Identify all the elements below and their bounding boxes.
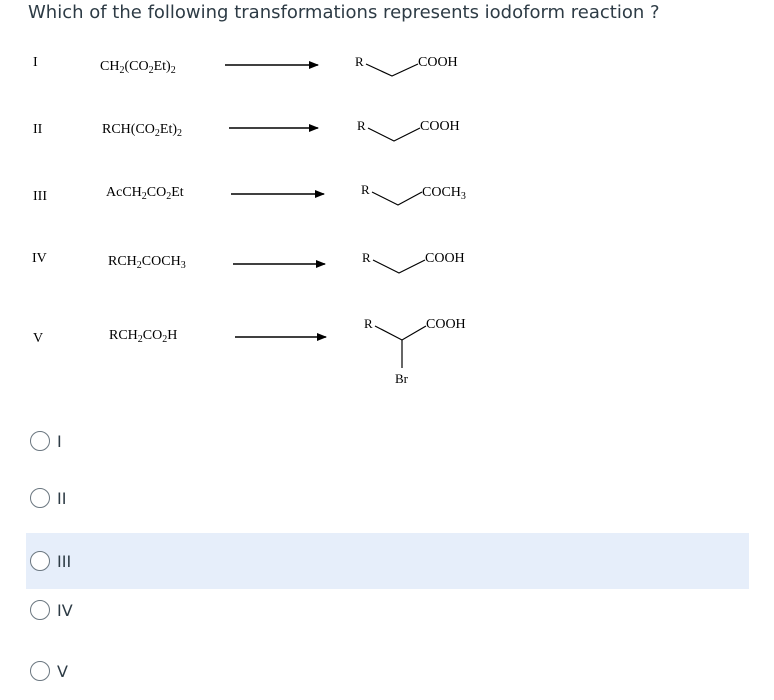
radio-icon[interactable]: [30, 600, 50, 620]
reactant-3-s2: 2: [166, 191, 172, 202]
option-ii[interactable]: [26, 470, 749, 526]
product-5-substituent: Br: [395, 371, 408, 386]
reactant-2-s1: 2: [154, 128, 160, 139]
reactant-2-s2: 2: [177, 128, 183, 139]
reactant-4-a: RCH: [108, 254, 137, 269]
option-v[interactable]: [26, 643, 749, 699]
option-label: III: [57, 551, 72, 571]
reactant-3-b: CO: [146, 185, 167, 200]
reactant-5-s2: 2: [162, 334, 168, 345]
product-5-chain: [375, 326, 426, 340]
reactant-1-s2: 2: [148, 65, 154, 76]
radio-icon[interactable]: [30, 488, 50, 508]
reactant-1-c: Et): [153, 59, 171, 74]
product-2-r: R: [357, 118, 366, 133]
reactant-3-a: AcCH: [106, 185, 142, 200]
radio-icon[interactable]: [30, 431, 50, 451]
numeral-2: II: [33, 122, 43, 137]
product-5-r: R: [364, 316, 373, 331]
reactant-4: [108, 254, 186, 271]
reactant-4-b: COCH: [141, 254, 181, 269]
radio-icon[interactable]: [30, 551, 50, 571]
reactant-1-b: (CO: [124, 59, 149, 74]
reactant-3-s1: 2: [141, 191, 147, 202]
option-label: IV: [57, 600, 73, 620]
product-4-group: COOH: [425, 251, 465, 266]
option-iv[interactable]: [26, 582, 749, 638]
product-1-r: R: [355, 54, 364, 69]
product-1-chain: [366, 64, 418, 76]
reactant-1-a: CH: [100, 59, 120, 74]
numeral-4: IV: [32, 251, 47, 266]
reactant-5-a: RCH: [109, 328, 138, 343]
reactant-5-c: H: [167, 328, 178, 343]
reactant-4-s2: 3: [180, 260, 186, 271]
reactant-5-s1: 2: [137, 334, 143, 345]
reactant-3-c: Et: [171, 185, 184, 200]
product-3-group-s: 3: [460, 191, 466, 202]
numeral-1: I: [33, 55, 38, 70]
option-label: V: [57, 661, 68, 681]
reactant-4-s1: 2: [136, 260, 142, 271]
numeral-5: V: [33, 331, 44, 346]
product-2-group: COOH: [420, 119, 460, 134]
product-5-group: COOH: [426, 317, 466, 332]
product-3-chain: [372, 192, 422, 205]
reactant-2: [102, 122, 182, 139]
product-4-r: R: [362, 250, 371, 265]
product-4-chain: [373, 260, 425, 273]
reactant-2-a: RCH(CO: [102, 122, 155, 137]
product-3-r: R: [361, 182, 370, 197]
reactant-3: [106, 185, 184, 202]
product-2-chain: [368, 128, 420, 141]
product-3-group: [422, 185, 466, 202]
option-label: I: [57, 431, 62, 451]
reactant-1-s1: 2: [119, 65, 125, 76]
reactant-2-b: Et): [159, 122, 178, 137]
reactant-1-s3: 2: [170, 65, 176, 76]
option-iii[interactable]: [26, 533, 749, 589]
option-i[interactable]: [26, 413, 749, 469]
reactant-5-b: CO: [142, 328, 163, 343]
product-1-group: COOH: [418, 55, 458, 70]
option-label: II: [57, 488, 67, 508]
reactant-5: [109, 328, 177, 345]
radio-icon[interactable]: [30, 661, 50, 681]
numeral-3: III: [33, 189, 47, 204]
question-text: Which of the following transformations represents iodoform reaction ?: [28, 2, 660, 23]
reactant-1: [100, 59, 176, 76]
product-3-group-a: COCH: [422, 185, 461, 200]
